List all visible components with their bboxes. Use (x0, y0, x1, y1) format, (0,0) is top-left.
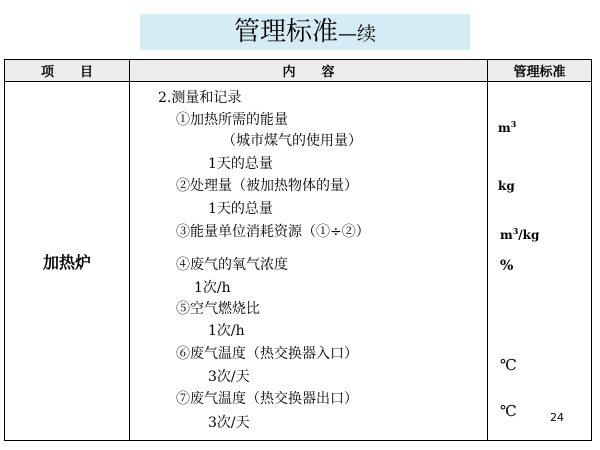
percent-unit: % (500, 258, 514, 274)
standards-table (4, 59, 592, 441)
title-main: 管理标准 (233, 17, 338, 47)
content-line: 1天的总量 (208, 156, 273, 172)
content-cell (130, 82, 488, 441)
temp-out-unit: ℃ (500, 402, 517, 420)
standard-cell (488, 82, 592, 441)
table-header-row (5, 60, 592, 82)
content-line: ⑤空气燃烧比 (176, 301, 260, 317)
content-line: ⑦废气温度（热交换器出口） (176, 391, 358, 407)
content-line: （城市煤气的使用量） (222, 133, 362, 149)
table-row (5, 82, 592, 441)
mass-unit: kg (498, 179, 515, 193)
page-number: 24 (550, 411, 564, 424)
content-line: 3次/天 (208, 415, 250, 431)
content-line: 3次/天 (208, 369, 250, 385)
content-line: ③能量单位消耗资源（①÷②） (176, 224, 370, 240)
content-line: ④废气的氧气浓度 (176, 257, 288, 273)
energy-unit: $m^3$ (498, 119, 517, 135)
item-cell: 加热炉 (5, 82, 130, 441)
content-line: 2.测量和记录 (158, 90, 242, 106)
content-line: ②处理量（被加热物体的量） (176, 178, 358, 194)
page-title (140, 14, 470, 50)
content-line: ①加热所需的能量 (176, 112, 288, 128)
title-suffix: —续 (338, 23, 377, 45)
content-line: 1次/h (194, 280, 231, 296)
temp-in-unit: ℃ (500, 356, 517, 374)
header-standard: 管理标准 (488, 60, 592, 82)
content-line: 1次/h (208, 323, 245, 339)
header-item: 项 目 (5, 60, 130, 82)
header-content: 内 容 (130, 60, 488, 82)
content-line: ⑥废气温度（热交换器入口） (176, 346, 358, 362)
content-line: 1天的总量 (208, 201, 273, 217)
ratio-unit: $m^3/kg$ (500, 226, 540, 242)
